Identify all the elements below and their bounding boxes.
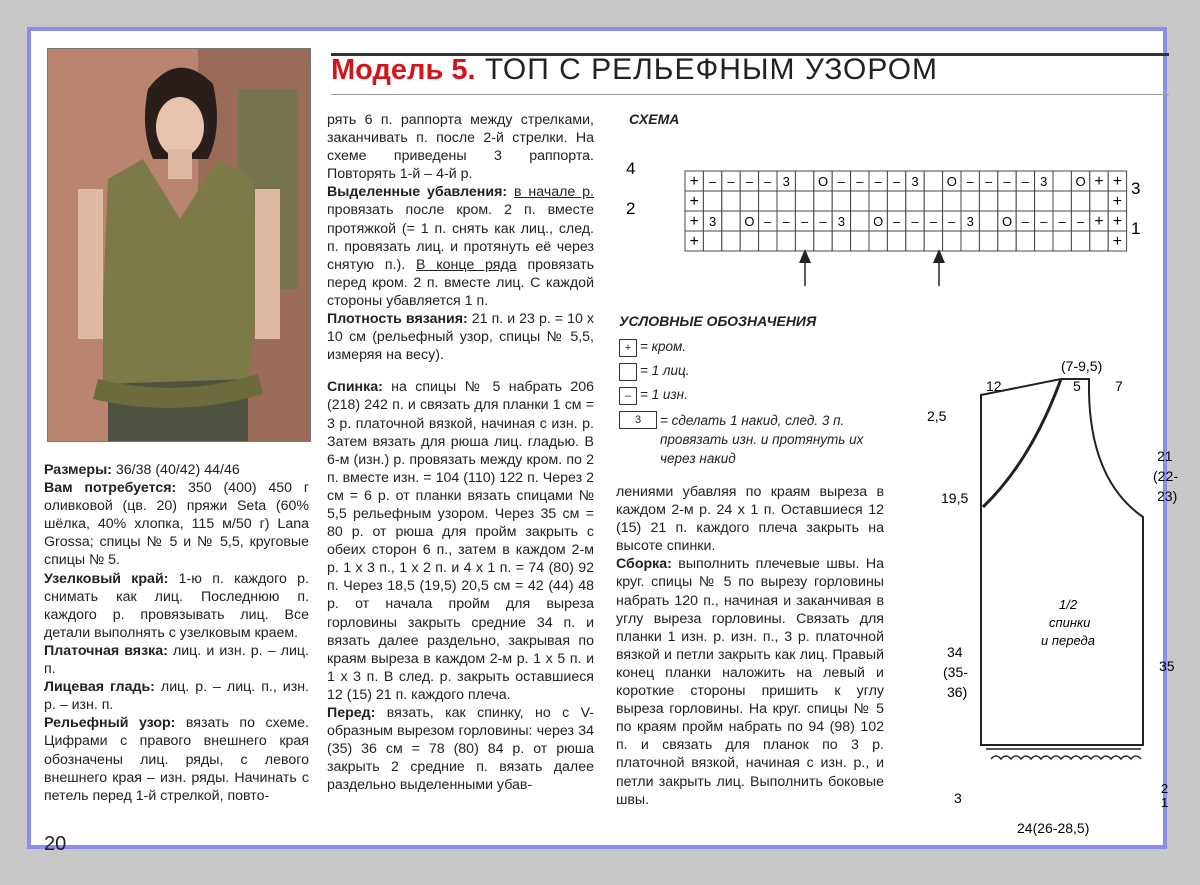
chart-symbol: – (966, 174, 974, 189)
col1-para: Платочная вязка: лиц. и изн. р. – лиц. п. (44, 642, 309, 678)
chart-cell (887, 191, 905, 211)
legend-item: = 1 лиц. (619, 363, 874, 381)
chart-symbol: O (1001, 214, 1013, 229)
chart-cell (1071, 191, 1089, 211)
chart-cell (979, 211, 997, 231)
chart-cell (1035, 231, 1053, 251)
chart-symbol: O (873, 214, 884, 229)
chart-symbol: + (1094, 173, 1104, 190)
col3-para: лениями убавляя по краям выреза в каждом 2-м р. 24 х 1 п. Оставшиеся 12 (15) 21 п. каждого плеча закрыть на высоте спинки. (616, 484, 884, 555)
dim-bottom: 24(26-28,5) (1017, 820, 1090, 836)
ruffle-hem (983, 745, 1143, 759)
chart-symbol: – (892, 214, 901, 229)
legend-item: – = 1 изн. (619, 387, 874, 405)
dim-left-lower: 34 (947, 644, 963, 660)
dim-top-b: 5 (1073, 378, 1081, 394)
chart-symbol: – (708, 174, 717, 189)
chart-symbol: 3 (837, 214, 846, 229)
chart-symbol: – (929, 214, 938, 229)
col1-para: Узелковый край: 1-ю п. каждого р. снимать как лиц. Последнюю п. каждого р. провязывать лиц. Все детали выполнять с узелковым краем. (44, 570, 309, 641)
chart-cell (1053, 231, 1071, 251)
chart-symbol: 3 (911, 174, 919, 189)
dim-left-bottom: 3 (954, 790, 962, 806)
v-neckline (983, 379, 1061, 507)
chart-symbol: 3 (1040, 174, 1048, 189)
col3-para: Сборка: выполнить плечевые швы. На круг. спицы № 5 по вырезу горловины набрать 120 п., начиная и заканчивая в углу выреза горловины. Связать для планки 1 изн. р. изн. п., 3 р. платочной вязкой и петли закрыть как лиц. Правый конец планки наложить на левый и короткие стороны пришить к углу выреза горловины. На круг. спицы № 5 по краям пройм набрать по 94 (98) 102 п. и связать для планок по 3 р. платочной вязкой, начиная с изн. р., и петли закрыть лиц. Выполнить боковые швы. (616, 556, 884, 808)
chart-cell (906, 191, 924, 211)
chart-symbol: – (727, 174, 735, 189)
stitch-chart (626, 141, 1146, 291)
chart-symbol: – (1076, 214, 1085, 229)
chart-symbol: – (745, 174, 754, 189)
chart-cell (924, 171, 942, 191)
chart-cell (777, 191, 795, 211)
chart-symbol: – (1021, 214, 1030, 229)
chart-symbol: O (817, 174, 829, 189)
chart-cell (722, 191, 740, 211)
dim-left-top: 2,5 (927, 408, 947, 424)
dim-top-a: 12 (986, 378, 1002, 394)
chart-cell (851, 191, 869, 211)
col2-para: Перед: вязать, как спинку, но с V-образным вырезом горловины: через 34 (35) 36 см = 78 (80) 84 р. от рюша закрыть 2 средние п. вязать далее раздельно выделенными убав- (327, 705, 594, 794)
col1-para: Размеры: 36/38 (40/42) 44/46 (44, 462, 240, 478)
chart-cell (851, 231, 869, 251)
chart-cell (998, 191, 1016, 211)
cluster-symbol: 3 (619, 411, 657, 429)
chart-cell (961, 191, 979, 211)
chart-symbol: – (911, 214, 919, 229)
chart-cell (795, 231, 813, 251)
model-number: Модель 5. (331, 54, 476, 86)
chart-symbol: – (764, 174, 772, 189)
inner-label-3: и переда (1041, 633, 1095, 648)
dim-top-label: (7-9,5) (1061, 358, 1103, 374)
dim-left-lower-3: 36) (947, 684, 968, 700)
chart-cell (961, 231, 979, 251)
page-frame (27, 27, 1178, 855)
row-label-1: 1 (1131, 219, 1141, 238)
legend-item: 3 = сделать 1 накид, след. 3 п. провязать изн. и протянуть их через накид (619, 411, 874, 468)
chart-cell (740, 231, 758, 251)
chart-cell (795, 191, 813, 211)
dim-right-upper: 21 (1157, 448, 1173, 464)
chart-cell (943, 191, 961, 211)
chart-cell (851, 211, 869, 231)
dim-right-small-1: 2 (1161, 781, 1169, 796)
chart-cell (998, 231, 1016, 251)
dim-left-upper: 19,5 (941, 490, 969, 506)
chart-symbol: – (764, 214, 772, 229)
inner-label-2: спинки (1049, 615, 1091, 630)
chart-cell (1053, 191, 1071, 211)
chart-cell (979, 231, 997, 251)
chart-symbol: – (856, 174, 864, 189)
chart-cell (1090, 231, 1108, 251)
garment-outline (981, 379, 1143, 745)
legend (619, 313, 874, 474)
chart-symbol: + (689, 213, 699, 230)
chart-symbol: + (1112, 193, 1123, 210)
chart-cell (832, 231, 850, 251)
purl-symbol: – (619, 387, 637, 405)
chart-cell (869, 231, 887, 251)
chart-cell (943, 231, 961, 251)
dim-right-upper-3: 23) (1157, 488, 1178, 504)
chart-symbol: – (837, 174, 846, 189)
chart-cell (1035, 191, 1053, 211)
chart-symbol: – (1021, 174, 1030, 189)
row-label-3: 3 (1131, 179, 1141, 198)
chart-cell (979, 191, 997, 211)
row-label-2: 2 (626, 199, 636, 218)
chart-symbol: – (800, 214, 809, 229)
garment-schematic (891, 321, 1178, 836)
chart-cell (1016, 231, 1034, 251)
chart-symbol: O (946, 174, 957, 189)
chart-symbol: – (984, 174, 993, 189)
column-1 (44, 461, 309, 805)
chart-symbol: – (782, 214, 790, 229)
column-2 (327, 111, 594, 794)
chart-cell (1053, 171, 1071, 191)
dim-right-upper-2: (22- (1153, 468, 1178, 484)
chart-cell (759, 191, 777, 211)
chart-cell (703, 231, 721, 251)
row-label-4: 4 (626, 159, 636, 178)
knit-symbol (619, 363, 637, 381)
chart-symbol: – (874, 174, 882, 189)
chart-symbol: O (1075, 174, 1086, 189)
chart-symbol: + (689, 233, 699, 250)
col1-para: Лицевая гладь: лиц. р. – лиц. п., изн. р. – изн. п. (44, 679, 309, 714)
chart-cell (1090, 191, 1108, 211)
col2-para: Выделенные убавления: в начале р. провязать после кром. 2 п. вместе протяжкой (= 1 п. снять как лиц., след. п. провязать лиц. и протянуть её через снятую п.). В конце ряда провязать перед кром. 2 п. вместе лиц. С каждой стороны убавляется 1 п. (327, 184, 594, 309)
chart-symbol: 3 (782, 174, 790, 189)
chart-symbol: – (892, 174, 901, 189)
col2-para: Спинка: на спицы № 5 набрать 206 (218) 242 п. и связать для планки 1 см = 3 р. платочной вязкой, начиная с изн. р. Затем вязать для рюша лиц. гладью. В 6-м (изн.) р. провязать между кром. по 2 п. вместе изн. = 104 (110) 122 п. Через 2 см = 6 р. от планки вязать спицами № 5,5 рельефным узором. Через 35 см = 80 р. от рюша для пройм закрыть с обеих сторон 6 п., затем в каждом 2-м р. 1 х 3 п., 1 х 2 п. и 4 х 1 п. = 74 (80) 92 п. Через 18,5 (19,5) 20,5 см = 42 (44) 48 р. от начала пройм для выреза горловины закрыть средние 34 п. и вязать далее раздельно, закрывая по краям выреза в каждом 2-м р. 1 х 5 п. и 1 х 3 п. В след. р. закрыть оставшиеся 12 (15) 21 п. каждого плеча. (327, 379, 594, 703)
chart-cell (740, 191, 758, 211)
chart-grid (685, 171, 1127, 251)
chart-symbol: + (1094, 213, 1104, 230)
chart-symbol: + (1112, 213, 1123, 230)
chart-symbol: 3 (708, 214, 717, 229)
chart-symbol: + (1112, 233, 1123, 250)
dim-top-c: 7 (1115, 378, 1123, 394)
chart-cell (777, 231, 795, 251)
chart-symbol: – (1003, 174, 1011, 189)
legend-title: УСЛОВНЫЕ ОБОЗНАЧЕНИЯ (619, 313, 817, 329)
legend-item: + = кром. (619, 339, 874, 357)
chart-cell (906, 231, 924, 251)
chart-cell (1071, 231, 1089, 251)
chart-cell (722, 231, 740, 251)
chart-cell (703, 191, 721, 211)
model-photo (47, 48, 311, 442)
chart-symbol: O (744, 214, 755, 229)
chart-cell (722, 211, 740, 231)
chart-cell (924, 231, 942, 251)
dim-right-small-2: 1 (1161, 795, 1169, 810)
chart-cell (924, 191, 942, 211)
chart-cell (795, 171, 813, 191)
col1-para: Вам потребуется: 350 (400) 450 г оливковой (цв. 20) пряжи Seta (60% шёлка, 40% хлопка, 115 м/50 г) Lana Grossa; спицы № 5 и № 5,5, круговые спицы № 5. (44, 480, 309, 569)
chart-cell (832, 191, 850, 211)
chart-cell (814, 191, 832, 211)
inner-label-1: 1/2 (1059, 597, 1078, 612)
col1-para: Рельефный узор: вязать по схеме. Цифрами с правого внешнего края обозначены лиц. ряды, с левого внешнего края – изн. ряды. Начинать с петель перед 1-й стрелкой, повто- (44, 715, 309, 804)
chart-symbol: + (689, 193, 699, 210)
chart-cell (1016, 191, 1034, 211)
chart-symbol: – (1040, 214, 1048, 229)
chart-symbol: – (819, 214, 827, 229)
col2-para: Плотность вязания: 21 п. и 23 р. = 10 х 10 см (рельефный узор, спицы № 5,5, измеряя на весу). (327, 311, 595, 364)
scheme-title: СХЕМА (629, 111, 680, 127)
chart-symbol: + (689, 173, 699, 190)
selvage-symbol: + (619, 339, 637, 357)
chart-cell (869, 191, 887, 211)
page-title (331, 53, 938, 87)
chart-symbol: – (948, 214, 956, 229)
chart-symbol: + (1112, 173, 1123, 190)
chart-cell (759, 231, 777, 251)
chart-cell (814, 231, 832, 251)
dim-right-lower: 35 (1159, 658, 1175, 674)
chart-symbol: 3 (966, 214, 974, 229)
column-3 (616, 483, 884, 809)
chart-cell (887, 231, 905, 251)
chart-symbol: – (1058, 214, 1066, 229)
dim-left-lower-2: (35- (943, 664, 968, 680)
model-title: ТОП С РЕЛЬЕФНЫМ УЗОРОМ (484, 53, 939, 86)
page-number: 20 (44, 833, 67, 855)
col2-para: рять 6 п. раппорта между стрелками, заканчивать п. после 2-й стрелки. На схеме приведены 3 раппорта. Повторять 1-й – 4-й р. (327, 112, 594, 183)
